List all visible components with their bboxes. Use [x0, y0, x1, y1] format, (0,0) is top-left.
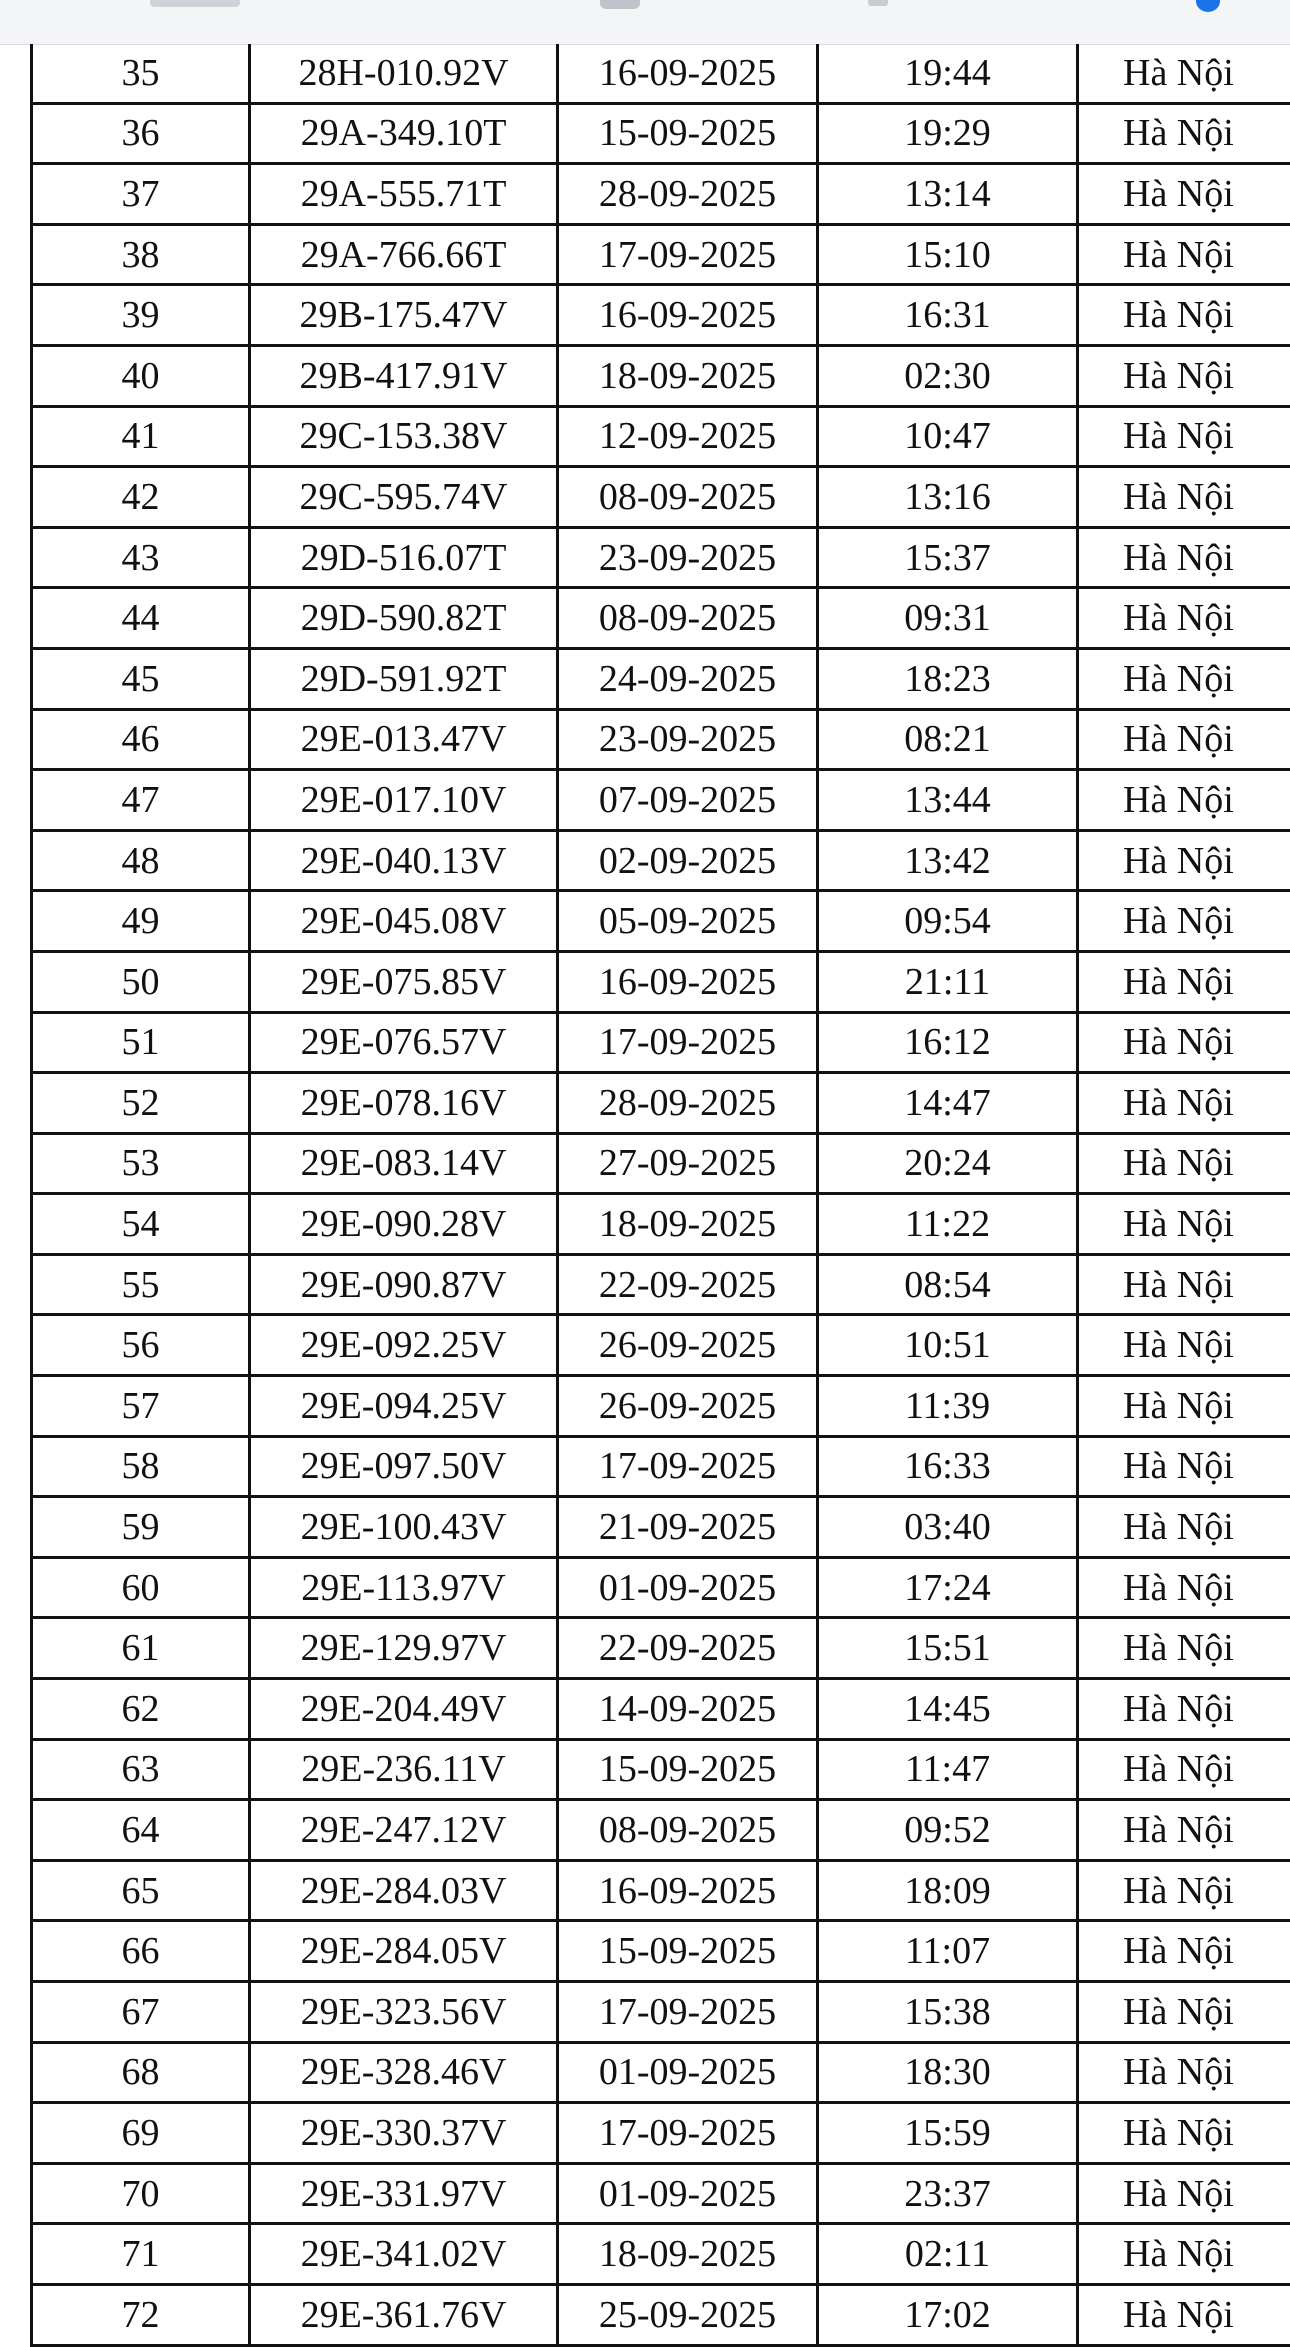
table-row — [32, 1194, 1290, 1255]
cell-plate-number: 29A-349.10T — [250, 103, 558, 164]
cell-time: 20:24 — [818, 1133, 1078, 1194]
cell-location: Hà Nội — [1078, 2103, 1290, 2164]
cell-location: Hà Nội — [1078, 285, 1290, 346]
cell-time: 13:16 — [818, 467, 1078, 528]
cell-plate-number: 28H-010.92V — [250, 44, 558, 103]
cell-location: Hà Nội — [1078, 406, 1290, 467]
cell-time: 09:54 — [818, 891, 1078, 952]
table-row — [32, 1739, 1290, 1800]
cell-location: Hà Nội — [1078, 1921, 1290, 1982]
cell-index: 47 — [32, 770, 250, 831]
cell-time: 10:47 — [818, 406, 1078, 467]
cell-date: 22-09-2025 — [558, 1254, 818, 1315]
cell-time: 02:30 — [818, 345, 1078, 406]
cell-time: 03:40 — [818, 1497, 1078, 1558]
cell-index: 50 — [32, 951, 250, 1012]
table-row — [32, 2042, 1290, 2103]
cell-time: 11:22 — [818, 1194, 1078, 1255]
cell-location: Hà Nội — [1078, 770, 1290, 831]
cell-location: Hà Nội — [1078, 2224, 1290, 2285]
cell-date: 14-09-2025 — [558, 1679, 818, 1740]
cell-time: 18:09 — [818, 1860, 1078, 1921]
cell-time: 19:44 — [818, 44, 1078, 103]
cell-location: Hà Nội — [1078, 467, 1290, 528]
cell-time: 14:45 — [818, 1679, 1078, 1740]
cell-time: 09:31 — [818, 588, 1078, 649]
table-row — [32, 406, 1290, 467]
cell-location: Hà Nội — [1078, 1436, 1290, 1497]
cell-date: 01-09-2025 — [558, 1557, 818, 1618]
cell-index: 66 — [32, 1921, 250, 1982]
cell-time: 14:47 — [818, 1073, 1078, 1134]
cell-index: 42 — [32, 467, 250, 528]
toolbar-fragment — [150, 0, 240, 7]
cell-plate-number: 29E-090.87V — [250, 1254, 558, 1315]
table-row — [32, 709, 1290, 770]
cell-plate-number: 29E-328.46V — [250, 2042, 558, 2103]
cell-date: 24-09-2025 — [558, 648, 818, 709]
table-row — [32, 1921, 1290, 1982]
cell-location: Hà Nội — [1078, 2163, 1290, 2224]
table-row — [32, 164, 1290, 225]
cell-plate-number: 29E-075.85V — [250, 951, 558, 1012]
cell-plate-number: 29E-361.76V — [250, 2284, 558, 2345]
cell-time: 08:54 — [818, 1254, 1078, 1315]
cell-date: 26-09-2025 — [558, 1315, 818, 1376]
cell-plate-number: 29D-516.07T — [250, 527, 558, 588]
table-row — [32, 951, 1290, 1012]
cell-index: 62 — [32, 1679, 250, 1740]
cell-index: 46 — [32, 709, 250, 770]
cell-location: Hà Nội — [1078, 1315, 1290, 1376]
cell-date: 26-09-2025 — [558, 1376, 818, 1437]
cell-location: Hà Nội — [1078, 1133, 1290, 1194]
cell-date: 12-09-2025 — [558, 406, 818, 467]
cell-location: Hà Nội — [1078, 1376, 1290, 1437]
cell-location: Hà Nội — [1078, 709, 1290, 770]
cell-index: 70 — [32, 2163, 250, 2224]
cell-plate-number: 29E-017.10V — [250, 770, 558, 831]
cell-location: Hà Nội — [1078, 1254, 1290, 1315]
cell-index: 71 — [32, 2224, 250, 2285]
cell-location: Hà Nội — [1078, 224, 1290, 285]
cell-location: Hà Nội — [1078, 1739, 1290, 1800]
table-row — [32, 1860, 1290, 1921]
cell-plate-number: 29E-094.25V — [250, 1376, 558, 1437]
cell-location: Hà Nội — [1078, 345, 1290, 406]
cell-time: 11:47 — [818, 1739, 1078, 1800]
table-row — [32, 345, 1290, 406]
cell-time: 15:59 — [818, 2103, 1078, 2164]
cell-time: 18:30 — [818, 2042, 1078, 2103]
cell-time: 23:37 — [818, 2163, 1078, 2224]
table-row — [32, 44, 1290, 103]
cell-location: Hà Nội — [1078, 527, 1290, 588]
cell-location: Hà Nội — [1078, 44, 1290, 103]
cell-index: 39 — [32, 285, 250, 346]
circle-icon[interactable] — [1196, 0, 1220, 12]
table-row — [32, 1133, 1290, 1194]
cell-date: 25-09-2025 — [558, 2284, 818, 2345]
cell-location: Hà Nội — [1078, 1679, 1290, 1740]
table-row — [32, 648, 1290, 709]
cell-date: 17-09-2025 — [558, 2103, 818, 2164]
cell-plate-number: 29E-113.97V — [250, 1557, 558, 1618]
cell-index: 53 — [32, 1133, 250, 1194]
table-row — [32, 1376, 1290, 1437]
cell-plate-number: 29D-590.82T — [250, 588, 558, 649]
cell-plate-number: 29B-175.47V — [250, 285, 558, 346]
cell-plate-number: 29E-013.47V — [250, 709, 558, 770]
cell-time: 11:39 — [818, 1376, 1078, 1437]
cell-location: Hà Nội — [1078, 103, 1290, 164]
cell-date: 15-09-2025 — [558, 1739, 818, 1800]
table-row — [32, 2163, 1290, 2224]
cell-index: 51 — [32, 1012, 250, 1073]
cell-plate-number: 29E-323.56V — [250, 1982, 558, 2043]
cell-index: 55 — [32, 1254, 250, 1315]
cell-index: 63 — [32, 1739, 250, 1800]
cell-index: 67 — [32, 1982, 250, 2043]
cell-date: 15-09-2025 — [558, 103, 818, 164]
cell-location: Hà Nội — [1078, 891, 1290, 952]
cell-date: 21-09-2025 — [558, 1497, 818, 1558]
cell-location: Hà Nội — [1078, 1982, 1290, 2043]
cell-date: 17-09-2025 — [558, 1982, 818, 2043]
table-row — [32, 1073, 1290, 1134]
cell-date: 08-09-2025 — [558, 588, 818, 649]
cell-location: Hà Nội — [1078, 2284, 1290, 2345]
cell-date: 28-09-2025 — [558, 164, 818, 225]
cell-time: 15:10 — [818, 224, 1078, 285]
table-row — [32, 1254, 1290, 1315]
cell-index: 57 — [32, 1376, 250, 1437]
cell-location: Hà Nội — [1078, 2042, 1290, 2103]
cell-index: 41 — [32, 406, 250, 467]
cell-time: 17:24 — [818, 1557, 1078, 1618]
cell-index: 64 — [32, 1800, 250, 1861]
cell-date: 16-09-2025 — [558, 951, 818, 1012]
document-table-container — [30, 44, 1290, 2347]
cell-plate-number: 29E-083.14V — [250, 1133, 558, 1194]
cell-plate-number: 29E-341.02V — [250, 2224, 558, 2285]
cell-plate-number: 29C-595.74V — [250, 467, 558, 528]
cell-time: 21:11 — [818, 951, 1078, 1012]
table-row — [32, 103, 1290, 164]
cell-date: 22-09-2025 — [558, 1618, 818, 1679]
table-row — [32, 467, 1290, 528]
cell-index: 40 — [32, 345, 250, 406]
table-body — [32, 44, 1290, 2345]
cell-plate-number: 29E-078.16V — [250, 1073, 558, 1134]
cell-time: 08:21 — [818, 709, 1078, 770]
cell-location: Hà Nội — [1078, 164, 1290, 225]
top-toolbar-fragment — [0, 0, 1290, 45]
cell-plate-number: 29E-247.12V — [250, 1800, 558, 1861]
cell-date: 15-09-2025 — [558, 1921, 818, 1982]
cell-date: 08-09-2025 — [558, 467, 818, 528]
table-row — [32, 770, 1290, 831]
cell-date: 01-09-2025 — [558, 2042, 818, 2103]
cell-plate-number: 29D-591.92T — [250, 648, 558, 709]
cell-plate-number: 29E-284.05V — [250, 1921, 558, 1982]
cell-location: Hà Nội — [1078, 1194, 1290, 1255]
table-row — [32, 2284, 1290, 2345]
cell-plate-number: 29A-555.71T — [250, 164, 558, 225]
cell-date: 01-09-2025 — [558, 2163, 818, 2224]
cell-plate-number: 29E-129.97V — [250, 1618, 558, 1679]
cell-date: 08-09-2025 — [558, 1800, 818, 1861]
cell-index: 38 — [32, 224, 250, 285]
cell-date: 23-09-2025 — [558, 527, 818, 588]
cell-date: 16-09-2025 — [558, 44, 818, 103]
cell-date: 05-09-2025 — [558, 891, 818, 952]
cell-location: Hà Nội — [1078, 1073, 1290, 1134]
table-row — [32, 1679, 1290, 1740]
cell-plate-number: 29E-204.49V — [250, 1679, 558, 1740]
cell-index: 69 — [32, 2103, 250, 2164]
cell-index: 49 — [32, 891, 250, 952]
cell-location: Hà Nội — [1078, 951, 1290, 1012]
cell-location: Hà Nội — [1078, 830, 1290, 891]
cell-time: 11:07 — [818, 1921, 1078, 1982]
cell-index: 44 — [32, 588, 250, 649]
cell-date: 18-09-2025 — [558, 1194, 818, 1255]
cell-date: 18-09-2025 — [558, 345, 818, 406]
cell-date: 28-09-2025 — [558, 1073, 818, 1134]
cell-time: 13:44 — [818, 770, 1078, 831]
table-row — [32, 2103, 1290, 2164]
cell-index: 36 — [32, 103, 250, 164]
table-row — [32, 1618, 1290, 1679]
cell-index: 56 — [32, 1315, 250, 1376]
cell-index: 59 — [32, 1497, 250, 1558]
table-row — [32, 224, 1290, 285]
cell-index: 35 — [32, 44, 250, 103]
cell-location: Hà Nội — [1078, 1012, 1290, 1073]
cell-location: Hà Nội — [1078, 648, 1290, 709]
table-row — [32, 588, 1290, 649]
table-row — [32, 1012, 1290, 1073]
cell-time: 15:38 — [818, 1982, 1078, 2043]
cell-plate-number: 29E-092.25V — [250, 1315, 558, 1376]
cell-time: 15:51 — [818, 1618, 1078, 1679]
cell-plate-number: 29E-236.11V — [250, 1739, 558, 1800]
cell-date: 17-09-2025 — [558, 224, 818, 285]
table-row — [32, 891, 1290, 952]
cell-date: 16-09-2025 — [558, 1860, 818, 1921]
table-row — [32, 1315, 1290, 1376]
cell-location: Hà Nội — [1078, 1860, 1290, 1921]
cell-date: 18-09-2025 — [558, 2224, 818, 2285]
cell-index: 54 — [32, 1194, 250, 1255]
cell-index: 48 — [32, 830, 250, 891]
cell-plate-number: 29E-076.57V — [250, 1012, 558, 1073]
cell-date: 02-09-2025 — [558, 830, 818, 891]
cell-time: 10:51 — [818, 1315, 1078, 1376]
cell-index: 58 — [32, 1436, 250, 1497]
cell-date: 07-09-2025 — [558, 770, 818, 831]
cell-plate-number: 29E-040.13V — [250, 830, 558, 891]
table-row — [32, 1436, 1290, 1497]
cell-time: 13:14 — [818, 164, 1078, 225]
table-row — [32, 830, 1290, 891]
cell-location: Hà Nội — [1078, 1800, 1290, 1861]
cell-location: Hà Nội — [1078, 1618, 1290, 1679]
cell-time: 13:42 — [818, 830, 1078, 891]
cell-index: 60 — [32, 1557, 250, 1618]
violations-table — [30, 44, 1290, 2347]
cell-plate-number: 29E-045.08V — [250, 891, 558, 952]
cell-plate-number: 29E-284.03V — [250, 1860, 558, 1921]
cell-time: 16:12 — [818, 1012, 1078, 1073]
cell-date: 27-09-2025 — [558, 1133, 818, 1194]
cell-time: 17:02 — [818, 2284, 1078, 2345]
cell-plate-number: 29E-100.43V — [250, 1497, 558, 1558]
cell-time: 19:29 — [818, 103, 1078, 164]
cell-time: 16:31 — [818, 285, 1078, 346]
table-row — [32, 1557, 1290, 1618]
cell-plate-number: 29C-153.38V — [250, 406, 558, 467]
cell-location: Hà Nội — [1078, 1497, 1290, 1558]
cell-time: 09:52 — [818, 1800, 1078, 1861]
cell-index: 45 — [32, 648, 250, 709]
table-row — [32, 1497, 1290, 1558]
table-row — [32, 1982, 1290, 2043]
cell-index: 37 — [32, 164, 250, 225]
cell-time: 02:11 — [818, 2224, 1078, 2285]
cell-location: Hà Nội — [1078, 588, 1290, 649]
cell-plate-number: 29A-766.66T — [250, 224, 558, 285]
table-row — [32, 2224, 1290, 2285]
cell-index: 68 — [32, 2042, 250, 2103]
table-row — [32, 1800, 1290, 1861]
cell-plate-number: 29E-097.50V — [250, 1436, 558, 1497]
cell-plate-number: 29E-331.97V — [250, 2163, 558, 2224]
cell-date: 17-09-2025 — [558, 1436, 818, 1497]
cell-plate-number: 29E-330.37V — [250, 2103, 558, 2164]
cell-index: 43 — [32, 527, 250, 588]
cell-index: 72 — [32, 2284, 250, 2345]
cell-date: 17-09-2025 — [558, 1012, 818, 1073]
cell-time: 15:37 — [818, 527, 1078, 588]
cell-index: 61 — [32, 1618, 250, 1679]
table-row — [32, 527, 1290, 588]
cell-date: 16-09-2025 — [558, 285, 818, 346]
cell-location: Hà Nội — [1078, 1557, 1290, 1618]
cell-index: 52 — [32, 1073, 250, 1134]
toolbar-fragment — [600, 0, 640, 9]
cell-index: 65 — [32, 1860, 250, 1921]
cell-plate-number: 29E-090.28V — [250, 1194, 558, 1255]
toolbar-fragment — [868, 0, 888, 6]
cell-time: 18:23 — [818, 648, 1078, 709]
cell-plate-number: 29B-417.91V — [250, 345, 558, 406]
cell-time: 16:33 — [818, 1436, 1078, 1497]
table-row — [32, 285, 1290, 346]
cell-date: 23-09-2025 — [558, 709, 818, 770]
